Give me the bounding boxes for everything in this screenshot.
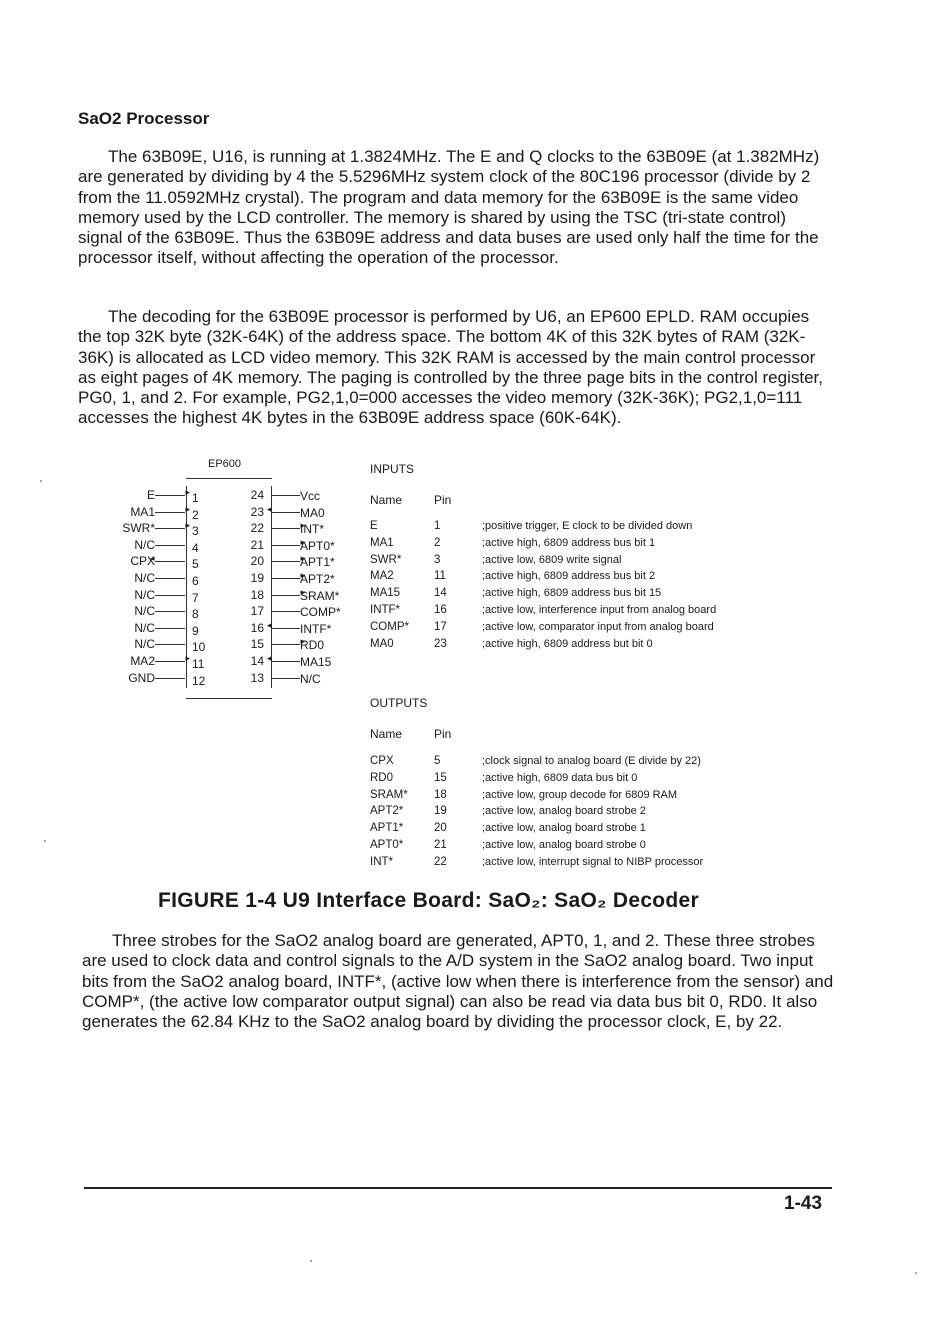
chip-pin-wire: [272, 561, 300, 562]
outputs-row-name: RD0: [370, 772, 394, 784]
outputs-row-desc: ;clock signal to analog board (E divide by 22): [482, 755, 701, 767]
chip-pin-signal: N/C: [134, 604, 155, 618]
chip-pin-signal: APT1*: [300, 555, 335, 569]
chip-pin-number: 2: [192, 508, 199, 522]
chip-pin-number: 19: [250, 571, 264, 585]
chip-pin-signal: MA0: [300, 506, 325, 520]
chip-pin-number: 3: [192, 524, 199, 538]
chip-pin-wire: [155, 644, 185, 645]
chip-pin-wire: [272, 678, 300, 679]
chip-pin-wire: [155, 661, 185, 662]
chip-pin-number: 17: [250, 604, 264, 618]
chip-pin-signal: N/C: [134, 588, 155, 602]
chip-pin-signal: RD0: [300, 638, 325, 652]
outputs-row-pin: 20: [434, 822, 447, 834]
outputs-row-pin: 5: [434, 755, 441, 767]
chip-pin-signal: INTF*: [300, 622, 332, 636]
chip-pin-wire: [272, 628, 300, 629]
inputs-title: INPUTS: [370, 462, 415, 476]
outputs-row-pin: 22: [434, 856, 447, 868]
chip-pin-wire: [155, 628, 185, 629]
outputs-row-pin: 19: [434, 805, 447, 817]
outputs-row-pin: 21: [434, 839, 447, 851]
scan-speck: [915, 1272, 917, 1274]
inputs-row-name: SWR*: [370, 554, 402, 566]
chip-pin-wire: [155, 512, 185, 513]
inputs-row-pin: 14: [434, 587, 447, 599]
chip-pin-signal: N/C: [134, 538, 155, 552]
section-heading: SaO2 Processor: [78, 109, 210, 128]
inputs-row-desc: ;active high, 6809 address bus bit 1: [482, 537, 656, 549]
chip-pin-number: 7: [192, 591, 199, 605]
chip-pin-number: 10: [192, 640, 206, 654]
chip-pin-wire: [155, 595, 185, 596]
chip-pin-number: 23: [250, 505, 264, 519]
chip-pin-number: 9: [192, 624, 199, 638]
chip-pin-number: 6: [192, 574, 199, 588]
chip-pin-wire: [155, 578, 185, 579]
outputs-row-name: APT2*: [370, 805, 404, 817]
inputs-row-pin: 23: [434, 638, 447, 650]
inputs-row-pin: 2: [434, 537, 441, 549]
inputs-row-desc: ;active low, comparator input from analog board: [482, 621, 714, 633]
outputs-row-name: CPX: [370, 755, 394, 767]
scan-speck: [40, 480, 42, 482]
chip-pin-number: 13: [250, 671, 264, 685]
chip-pin-wire: [155, 528, 185, 529]
inputs-row-name: INTF*: [370, 604, 401, 616]
outputs-row-desc: ;active low, analog board strobe 0: [482, 839, 646, 851]
chip-pin-signal: N/C: [134, 637, 155, 651]
inputs-row-name: MA15: [370, 587, 401, 599]
inputs-row-name: MA1: [370, 537, 394, 549]
chip-pin-wire: [155, 678, 185, 679]
chip-pin-signal: SRAM*: [300, 589, 340, 603]
outputs-row-desc: ;active low, analog board strobe 1: [482, 822, 646, 834]
chip-pin-wire: [272, 528, 300, 529]
chip-pin-signal: N/C: [134, 571, 155, 585]
chip-pin-signal: APT0*: [300, 539, 335, 553]
chip-pin-signal: SWR*: [122, 521, 155, 535]
chip-pin-signal: COMP*: [300, 605, 341, 619]
chip-pin-wire: [272, 595, 300, 596]
outputs-row-desc: ;active low, interrupt signal to NIBP processor: [482, 856, 704, 868]
chip-pin-number: 8: [192, 607, 199, 621]
chip-pin-signal: APT2*: [300, 572, 335, 586]
chip-pin-wire: [272, 611, 300, 612]
outputs-row-desc: ;active low, group decode for 6809 RAM: [482, 789, 678, 801]
chip-pin-signal: GND: [128, 671, 155, 685]
page-number: 1-43: [784, 1193, 823, 1214]
chip-pin-signal: MA2: [130, 654, 155, 668]
chip-pin-number: 12: [192, 674, 206, 688]
chip-top-border: [186, 478, 272, 479]
chip-pin-number: 16: [250, 621, 264, 635]
chip-pin-wire: [272, 578, 300, 579]
inputs-row-desc: ;active high, 6809 address but bit 0: [482, 638, 653, 650]
inputs-row-name: E: [370, 520, 378, 532]
paragraph-decoding: The decoding for the 63B09E processor is performed by U6, an EP600 EPLD. RAM occupies the top 32K byte (32K-64K) of the address space. The bottom 4K of this 32K bytes of RAM (32K-36K) is allocated as LCD video memory. This 32K RAM is accessed by the main control processor as eight pages of 4K memory. The paging is controlled by the three page bits in the control register, PG0, 1, and 2. For example, PG2,1,0=000 accesses the video memory (32K-36K); PG2,1,0=111 accesses the highest 4K bytes in the 63B09E address space (60K-64K).: [78, 307, 823, 428]
outputs-row-pin: 18: [434, 789, 447, 801]
chip-bottom-border: [186, 698, 272, 699]
chip-pin-number: 4: [192, 541, 199, 555]
chip-pin-number: 21: [250, 538, 264, 552]
inputs-row-pin: 1: [434, 520, 441, 532]
inputs-row-desc: ;active low, 6809 write signal: [482, 554, 622, 566]
chip-pin-wire: [272, 545, 300, 546]
chip-pin-number: 5: [192, 557, 199, 571]
inputs-row-pin: 16: [434, 604, 447, 616]
inputs-col-name: Name: [370, 493, 403, 507]
chip-pin-wire: [272, 644, 300, 645]
chip-pin-wire: [155, 545, 185, 546]
inputs-row-name: MA2: [370, 570, 394, 582]
outputs-row-name: SRAM*: [370, 789, 408, 801]
chip-pin-wire: [272, 661, 300, 662]
outputs-row-name: APT1*: [370, 822, 404, 834]
chip-pin-signal: CPX: [130, 554, 155, 568]
inputs-row-pin: 11: [434, 570, 446, 582]
chip-pin-number: 20: [250, 554, 264, 568]
chip-pin-number: 22: [250, 521, 264, 535]
footer-rule: [84, 1187, 832, 1189]
chip-pin-signal: E: [146, 488, 155, 502]
outputs-row-desc: ;active low, analog board strobe 2: [482, 805, 646, 817]
outputs-row-desc: ;active high, 6809 data bus bit 0: [482, 772, 638, 784]
inputs-row-pin: 3: [434, 554, 441, 566]
chip-pin-number: 24: [250, 488, 264, 502]
outputs-row-name: INT*: [370, 856, 393, 868]
chip-pin-wire: [155, 611, 185, 612]
inputs-col-pin: Pin: [434, 493, 452, 507]
outputs-row-name: APT0*: [370, 839, 404, 851]
chip-pin-number: 14: [250, 654, 264, 668]
chip-pin-signal: Vcc: [300, 489, 321, 503]
chip-pin-number: 15: [250, 637, 264, 651]
inputs-row-desc: ;active low, interference input from analog board: [482, 604, 717, 616]
chip-pin-wire: [272, 512, 300, 513]
outputs-row-pin: 15: [434, 772, 447, 784]
chip-pin-signal: INT*: [300, 522, 324, 536]
chip-pin-number: 1: [192, 491, 199, 505]
chip-pin-wire: [272, 495, 300, 496]
paragraph-strobes: Three strobes for the SaO2 analog board are generated, APT0, 1, and 2. These three strobes are used to clock data and control signals to the A/D system in the SaO2 analog board. Two input bits from the SaO2 analog board, INTF*, (active low when there is interference from the sensor) and COMP*, (the active low comparator output signal) can also be read via data bus bit 0, RD0. It also generates the 62.84 KHz to the SaO2 analog board by dividing the processor clock, E, by 22.: [82, 931, 834, 1032]
chip-pin-wire: [155, 561, 185, 562]
figure-caption: FIGURE 1-4 U9 Interface Board: SaO₂: SaO₂ Decoder: [158, 889, 700, 912]
chip-pin-signal: N/C: [300, 672, 321, 686]
chip-pin-signal: MA15: [300, 655, 332, 669]
outputs-col-name: Name: [370, 727, 403, 741]
chip-title: EP600: [208, 458, 242, 470]
inputs-row-desc: ;positive trigger, E clock to be divided down: [482, 520, 693, 532]
inputs-row-desc: ;active high, 6809 address bus bit 2: [482, 570, 656, 582]
chip-pin-signal: N/C: [134, 621, 155, 635]
inputs-row-pin: 17: [434, 621, 447, 633]
paragraph-clocking: The 63B09E, U16, is running at 1.3824MHz. The E and Q clocks to the 63B09E (at 1.382MHz) are generated by dividing by 4 the 5.5296MHz system clock of the 80C196 processor (divide by 2 from the 11.0592MHz crystal). The program and data memory for the 63B09E is the same video memory used by the LCD controller. The memory is shared by using the TSC (tri-state control) signal of the 63B09E. Thus the 63B09E address and data buses are used only half the time for the processor itself, without affecting the operation of the processor.: [78, 147, 820, 268]
outputs-col-pin: Pin: [434, 727, 452, 741]
inputs-row-name: COMP*: [370, 621, 409, 633]
chip-pin-number: 11: [192, 657, 205, 671]
inputs-row-name: MA0: [370, 638, 394, 650]
scan-speck: [44, 840, 46, 842]
outputs-title: OUTPUTS: [370, 696, 428, 710]
chip-pin-number: 18: [250, 588, 264, 602]
chip-pin-wire: [155, 495, 185, 496]
scan-speck: [310, 1260, 312, 1262]
chip-pin-signal: MA1: [130, 505, 155, 519]
inputs-row-desc: ;active high, 6809 address bus bit 15: [482, 587, 662, 599]
